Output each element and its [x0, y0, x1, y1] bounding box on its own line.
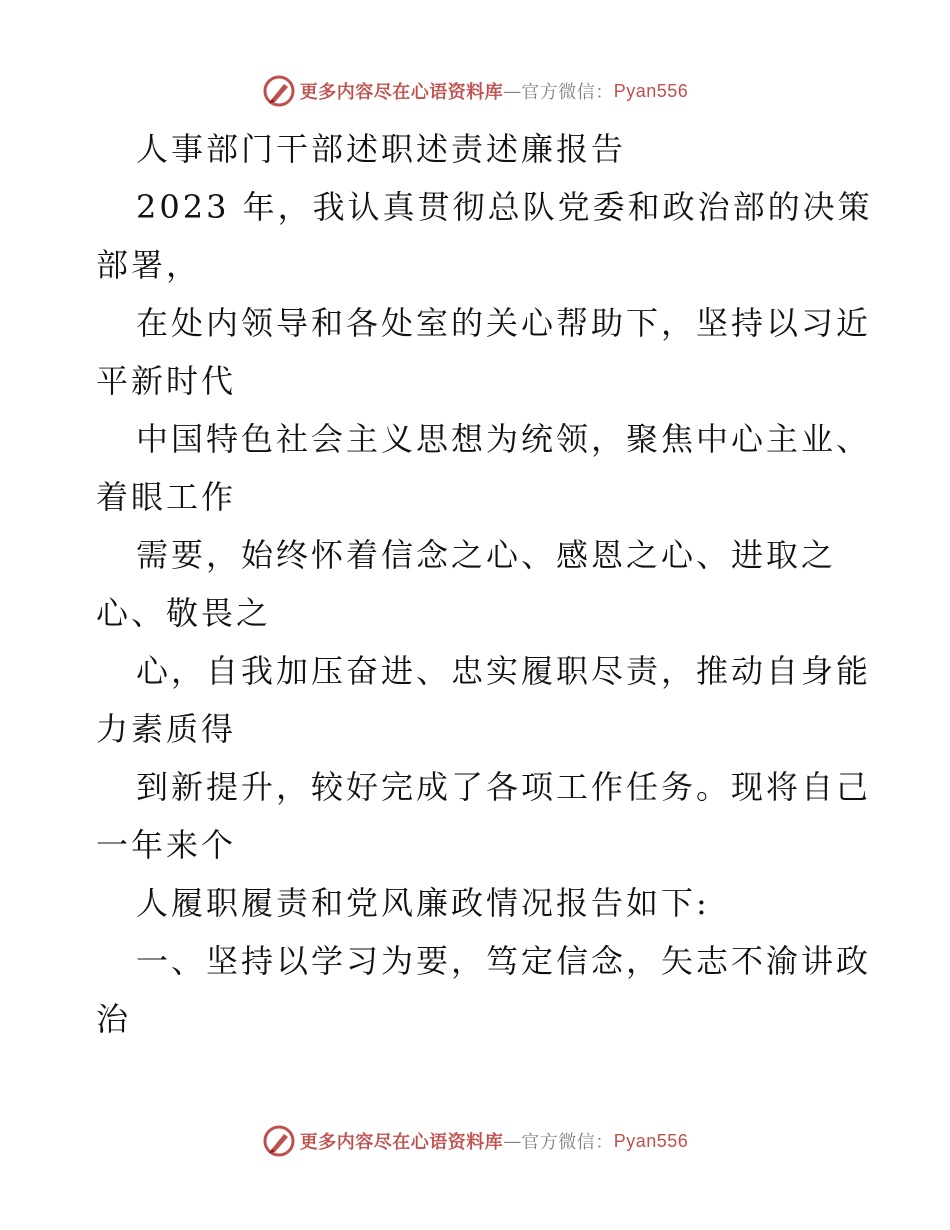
- banner-main-text: 更多内容尽在心语资料库: [299, 1132, 504, 1153]
- paragraph-line: 心，自我加压奋进、忠实履职尽责，推动自身能: [136, 652, 872, 690]
- pen-circle-logo-icon: [262, 1124, 296, 1158]
- banner-wechat-id: Pyan556: [613, 80, 689, 101]
- header-banner: [0, 71, 950, 111]
- section-heading: 一、坚持以学习为要，笃定信念，矢志不渝讲政: [136, 942, 872, 980]
- pen-circle-logo-icon: [262, 74, 296, 108]
- paragraph-line: 治: [96, 1000, 132, 1038]
- paragraph-line: 着眼工作: [96, 478, 237, 516]
- banner-main-text: 更多内容尽在心语资料库: [299, 82, 504, 103]
- paragraph-line: 一年来个: [96, 826, 237, 864]
- paragraph-line: 2023 年，我认真贯彻总队党委和政治部的决策: [136, 188, 873, 226]
- footer-banner-content: [262, 1124, 689, 1158]
- paragraph-line: 在处内领导和各处室的关心帮助下，坚持以习近: [136, 304, 872, 342]
- document-body: [96, 120, 873, 1048]
- paragraph-line: 心、敬畏之: [96, 594, 272, 632]
- paragraph-line: 中国特色社会主义思想为统领，聚焦中心主业、: [136, 420, 872, 458]
- banner-separator: —: [503, 1130, 522, 1152]
- banner-wechat-id: Pyan556: [613, 1130, 689, 1151]
- document-title: 人事部门干部述职述责述廉报告: [136, 130, 627, 168]
- banner-secondary-text: 官方微信：: [521, 82, 614, 103]
- footer-banner: [0, 1121, 950, 1161]
- banner-separator: —: [503, 80, 522, 102]
- paragraph-line: 需要，始终怀着信念之心、感恩之心、进取之: [136, 536, 837, 574]
- banner-secondary-text: 官方微信：: [521, 1132, 614, 1153]
- header-banner-content: [262, 74, 689, 108]
- paragraph-line: 平新时代: [96, 362, 237, 400]
- paragraph-line: 力素质得: [96, 710, 237, 748]
- paragraph-line: 人履职履责和党风廉政情况报告如下:: [136, 884, 710, 922]
- paragraph-line: 部署，: [96, 246, 202, 284]
- paragraph-line: 到新提升，较好完成了各项工作任务。现将自己: [136, 768, 872, 806]
